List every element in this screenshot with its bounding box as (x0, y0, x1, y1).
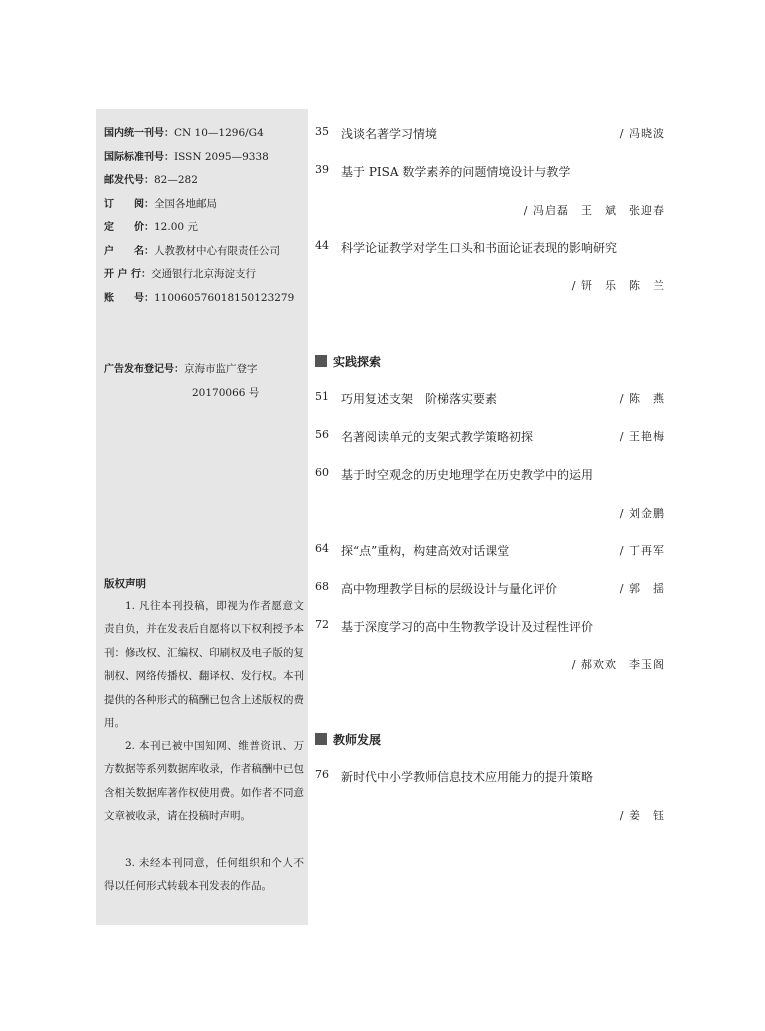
ad-label: 广告发布登记号： (104, 364, 184, 375)
masthead-value: 交通银行北京海淀支行 (150, 268, 256, 280)
masthead-key: 国内统一刊号： (104, 128, 174, 139)
toc-page: 51 (315, 390, 329, 403)
toc-title: 基于时空观念的历史地理学在历史教学中的运用 (341, 468, 594, 482)
toc-entry[interactable] (315, 125, 665, 141)
toc-author: / 姜 钰 (619, 809, 665, 822)
toc-entry[interactable] (315, 390, 665, 406)
toc-title: 高中物理教学目标的层级设计与量化评价 (341, 582, 558, 596)
toc-entry[interactable] (315, 466, 665, 482)
masthead-value: 82—282 (154, 174, 198, 186)
masthead-line (104, 220, 198, 235)
toc-page: 64 (315, 542, 329, 555)
section-heading (315, 353, 381, 369)
toc-author: / 郭 揺 (619, 582, 665, 595)
toc-entry[interactable] (315, 239, 665, 255)
toc-author: / 钘 乐 陈 兰 (571, 279, 665, 292)
ad-number: 20170066 号 (192, 387, 260, 399)
toc-page: 60 (315, 466, 329, 479)
masthead-key: 邮发代号： (104, 175, 154, 186)
masthead-key: 定 价： (104, 222, 154, 233)
toc-page: 68 (315, 580, 329, 593)
masthead-value: CN 10—1296/G4 (174, 127, 264, 139)
masthead-line (104, 244, 280, 259)
ad-registration (104, 362, 258, 377)
toc-page: 72 (315, 618, 329, 631)
masthead-key: 账 号： (104, 293, 154, 304)
toc-author: / 陈 燕 (619, 392, 665, 405)
toc-author: / 丁再军 (619, 544, 665, 557)
section-heading (315, 731, 381, 747)
toc-author: / 刘金鹏 (619, 507, 665, 520)
toc-title: 新时代中小学教师信息技术应用能力的提升策略 (341, 770, 594, 784)
toc-title: 名著阅读单元的支架式教学策略初探 (341, 430, 534, 444)
copyright-paragraph: 3. 未经本刊同意，任何组织和个人不得以任何形式转载本刊发表的作品。 (104, 857, 304, 893)
toc-title: 科学论证教学对学生口头和书面论证表现的影响研究 (341, 241, 618, 255)
toc-entry[interactable] (315, 542, 665, 558)
masthead-key: 国际标准刊号： (104, 152, 174, 163)
toc-author: / 冯晓波 (619, 127, 665, 140)
toc-page: 56 (315, 428, 329, 441)
masthead-value: 12.00 元 (154, 221, 198, 233)
toc-title: 基于 PISA 数学素养的问题情境设计与教学 (341, 165, 571, 179)
toc-entry[interactable] (315, 163, 665, 179)
masthead-line (104, 267, 256, 282)
toc-page: 39 (315, 163, 329, 176)
section-name: 教师发展 (333, 733, 382, 747)
toc-title: 浅谈名著学习情境 (341, 127, 438, 141)
masthead-line (104, 126, 264, 141)
masthead-value: 全国各地邮局 (154, 198, 217, 210)
copyright-paragraph: 1. 凡往本刊投稿，即视为作者愿意文责自负，并在发表后自愿将以下权利授予本刊：修改权、汇编权、印刷权及电子版的复制权、网络传播权、翻译权、发行权。本刊提供的各种形式的稿酬已包含上述版权的费用。 (104, 600, 304, 730)
ad-value: 京海市监广登字 (184, 363, 258, 375)
masthead-key: 户 名： (104, 246, 154, 257)
section-name: 实践探索 (333, 355, 382, 369)
section-square-icon (315, 733, 327, 745)
masthead-line (104, 291, 294, 306)
toc-author: / 郝欢欢 李玉阁 (571, 658, 665, 671)
masthead-value: 人教教材中心有限责任公司 (154, 245, 280, 257)
masthead-line (104, 197, 217, 212)
copyright-paragraph: 2. 本刊已被中国知网、维普资讯、万方数据等系列数据库收录，作者稿酬中已包含相关数据库著作权使用费。如作者不同意文章被收录，请在投稿时声明。 (104, 740, 304, 823)
toc-title: 基于深度学习的高中生物教学设计及过程性评价 (341, 620, 594, 634)
copyright-title: 版权声明 (104, 578, 146, 590)
toc-page: 44 (315, 239, 329, 252)
section-square-icon (315, 355, 327, 367)
toc-author: / 王艳梅 (619, 430, 665, 443)
toc-title: 巧用复述支架 阶梯落实要素 (341, 392, 498, 406)
masthead-key: 开 户 行： (104, 269, 151, 280)
masthead-line (104, 173, 198, 188)
toc-title: 探“点”重构，构建高效对话课堂 (341, 544, 510, 558)
masthead-value: 110060576018150123279 (154, 292, 295, 304)
masthead-key: 订 阅： (104, 199, 154, 210)
toc-entry[interactable] (315, 768, 665, 784)
toc-page: 76 (315, 768, 329, 781)
toc-entry[interactable] (315, 428, 665, 444)
toc-page: 35 (315, 125, 329, 138)
toc-entry[interactable] (315, 618, 665, 634)
masthead-line (104, 150, 269, 165)
masthead-value: ISSN 2095—9338 (174, 151, 269, 163)
toc-author: / 冯启磊 王 斌 张迎春 (523, 204, 665, 217)
toc-entry[interactable] (315, 580, 665, 596)
